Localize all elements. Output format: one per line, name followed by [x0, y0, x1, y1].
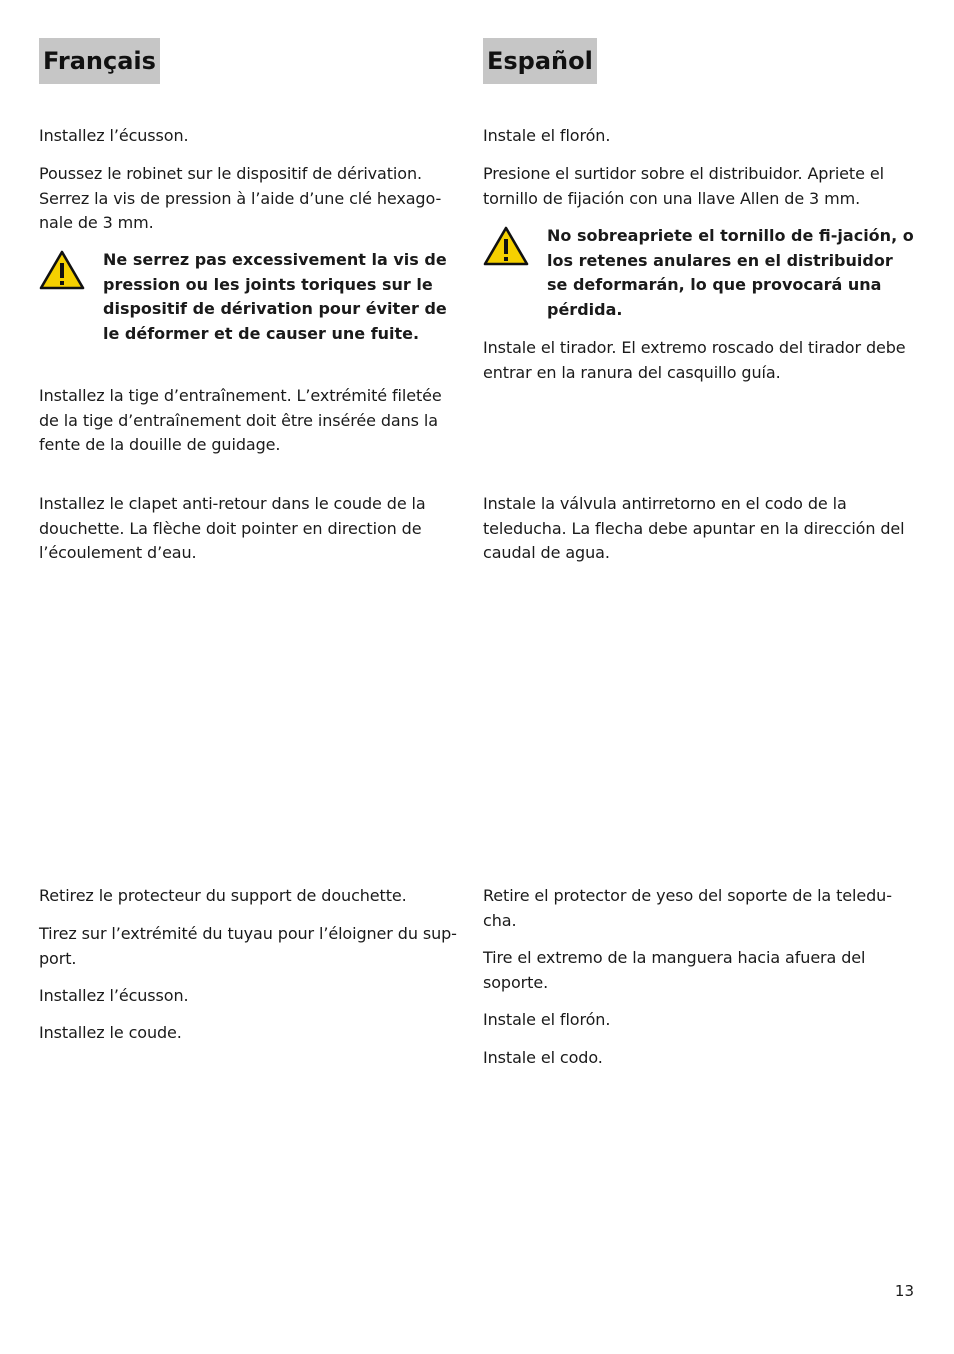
es-step-install-handle: Instale el tirador. El extremo roscado del tirador debe entrar en la ranura del casquillo guía.: [483, 338, 906, 382]
fr-step-install-escutcheon-2: Installez l’écusson.: [39, 986, 189, 1005]
es-step-install-escutcheon: Instale el florón.: [483, 126, 611, 145]
fr-step-pull-hose: Tirez sur l’extrémité du tuyau pour l’éloigner du sup-port.: [39, 924, 457, 968]
fr-step-push-faucet: Poussez le robinet sur le dispositif de dérivation. Serrez la vis de pression à l’aide d’une clé hexago-nale de 3 mm.: [39, 164, 442, 232]
fr-step-check-valve: Installez le clapet anti-retour dans le coude de la douchette. La flèche doit pointer en direction de l’écoulement d’eau.: [39, 494, 426, 562]
es-warning-text: No sobreapriete el tornillo de fi-jación, o los retenes anulares en el distribuidor se deformarán, lo que provocará una pérdida.: [547, 226, 914, 319]
fr-step-install-elbow: Installez le coude.: [39, 1023, 182, 1042]
fr-warning-block: [39, 248, 457, 373]
es-step-install-escutcheon-2: Instale el florón.: [483, 1010, 611, 1029]
es-step-remove-protector: Retire el protector de yeso del soporte de la teledu-cha.: [483, 886, 892, 930]
fr-step-install-escutcheon: Installez l’écusson.: [39, 126, 189, 145]
warning-triangle-icon: [483, 226, 529, 266]
fr-step-remove-protector: Retirez le protecteur du support de douchette.: [39, 886, 407, 905]
warning-triangle-icon: [39, 250, 85, 290]
fr-step-install-stem: Installez la tige d’entraînement. L’extrémité filetée de la tige d’entraînement doit être insérée dans la fente de la douille de guidage.: [39, 386, 442, 454]
es-step-check-valve: Instale la válvula antirretorno en el codo de la teleducha. La flecha debe apuntar en la dirección del caudal de agua.: [483, 494, 905, 562]
spanish-title: Español: [483, 38, 597, 84]
french-title: Français: [39, 38, 160, 84]
es-warning-block: [483, 224, 915, 324]
es-step-push-spout: Presione el surtidor sobre el distribuidor. Apriete el tornillo de fijación con una llave Allen de 3 mm.: [483, 164, 884, 208]
es-step-pull-hose: Tire el extremo de la manguera hacia afuera del soporte.: [483, 948, 866, 992]
fr-warning-text: Ne serrez pas excessivement la vis de pression ou les joints toriques sur le dispositif de dérivation pour éviter de le déformer et de causer une fuite.: [103, 250, 447, 343]
page-number: 13: [894, 1282, 914, 1300]
es-step-install-elbow: Instale el codo.: [483, 1048, 603, 1067]
